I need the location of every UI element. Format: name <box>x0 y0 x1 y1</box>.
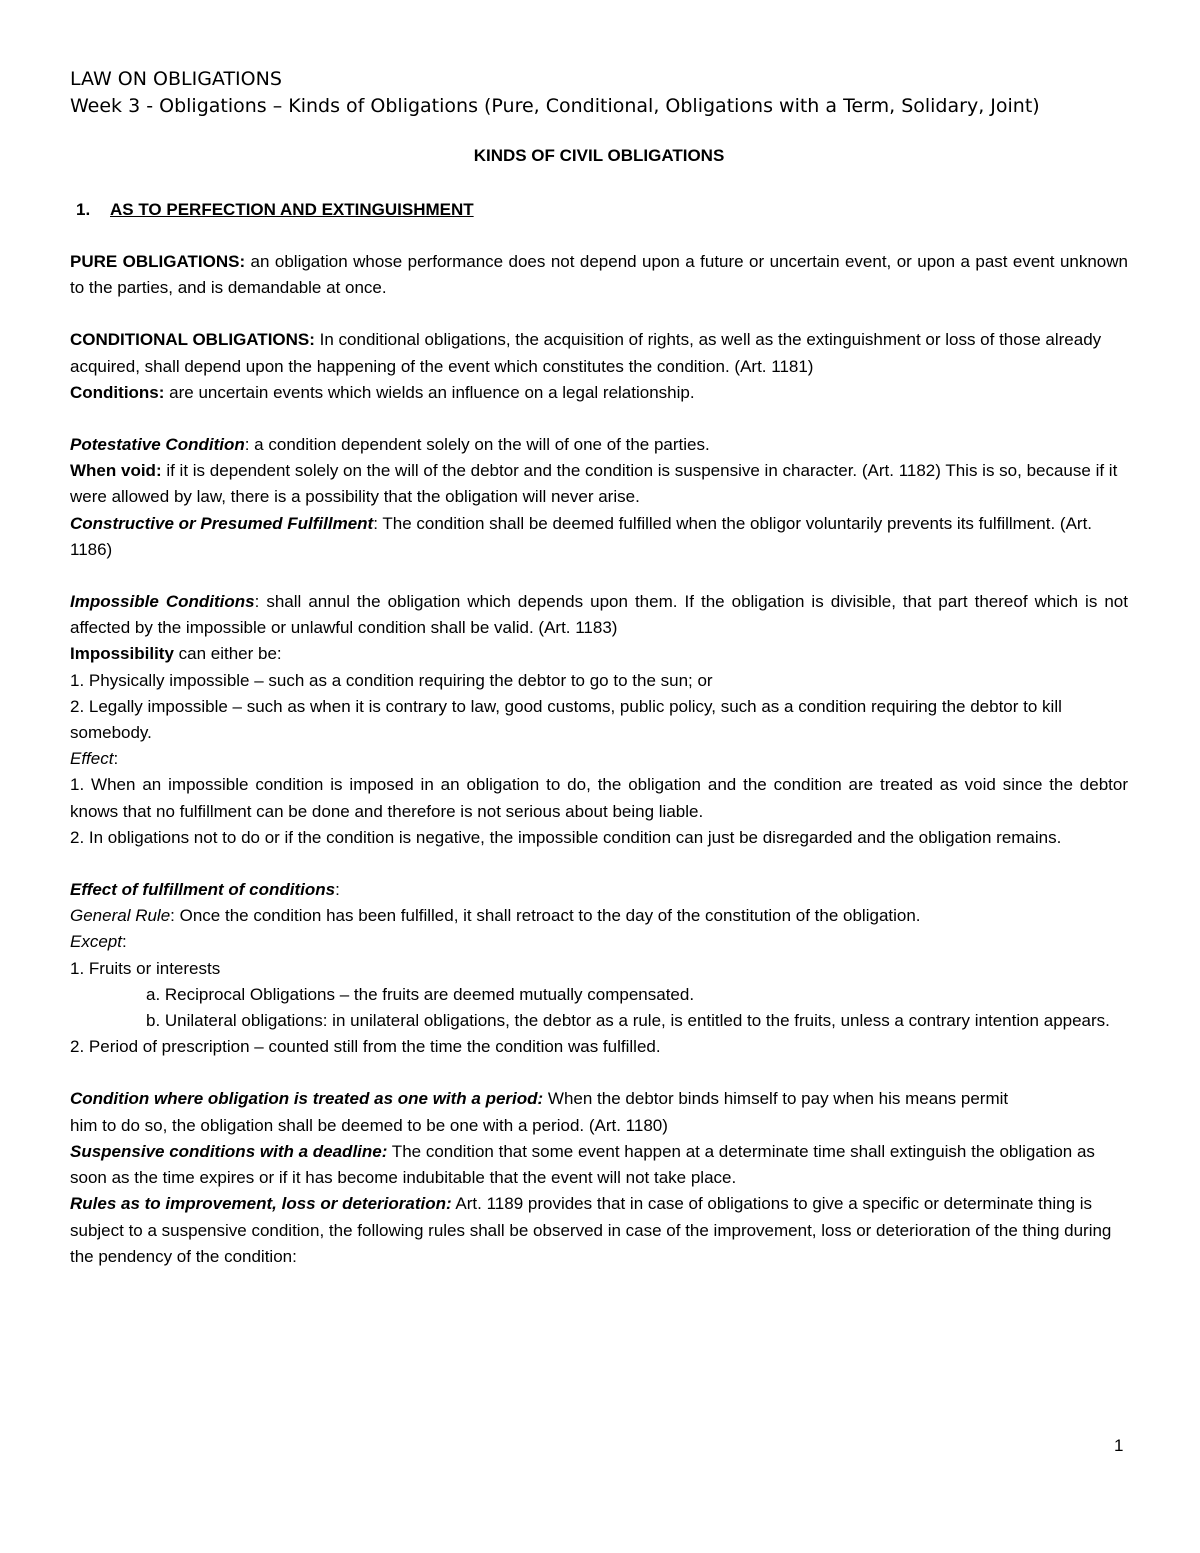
conditions-paragraph <box>70 380 1128 406</box>
rules-text: Art. 1189 provides that in case of obligations to give a specific or determinate thing is subject to a suspensive condition, the following rules shall be observed in case of the improvement, loss or deterioration of the thing during the pendency of the condition: <box>70 1194 1112 1266</box>
impossibility-paragraph <box>70 641 1128 667</box>
impossibility-text: can either be: <box>173 644 282 664</box>
list-item: 1. Physically impossible – such as a condition requiring the debtor to go to the sun; or <box>70 670 713 690</box>
fulfillment-term: Effect of fulfillment of conditions <box>70 880 336 900</box>
fulfillment-colon: : <box>335 880 340 900</box>
list-item: 2. Legally impossible – such as when it is contrary to law, good customs, public policy, such as a condition requiring the debtor to kill somebody. <box>70 696 1062 743</box>
fulfillment-heading <box>70 877 1128 903</box>
section-heading <box>70 197 1128 223</box>
period-condition-text: When the debtor binds himself to pay when his means permit <box>543 1089 1009 1109</box>
suspensive-term: Suspensive conditions with a deadline: <box>70 1141 388 1161</box>
impossible-conditions-text: : shall annul the obligation which depends upon them. If the obligation is divisible, that part thereof which is not affected by the impossible or unlawful condition shall be valid. (Art. 1183) <box>70 592 1128 638</box>
suspensive-text: The condition that some event happen at a determinate time shall extinguish the obligation as soon as the time expires or if it has become indubitable that the event will not take place. <box>70 1141 1095 1188</box>
effect-label: Effect <box>70 749 114 769</box>
list-item: 1. When an impossible condition is imposed in an obligation to do, the obligation and the condition are treated as void since the debtor knows that no fulfillment can be done and therefore is not serious about being liable. <box>70 775 1128 821</box>
page-title: KINDS OF CIVIL OBLIGATIONS <box>473 146 725 165</box>
except-label: Except <box>70 932 122 952</box>
rules-paragraph <box>70 1191 1128 1270</box>
pure-obligations-term: PURE OBLIGATIONS: <box>70 252 246 271</box>
document-header <box>70 66 1128 119</box>
constructive-fulfillment-text: : The condition shall be deemed fulfilled when the obligor voluntarily prevents its fulfillment. (Art. 1186) <box>70 513 1093 559</box>
period-condition-text-2: him to do so, the obligation shall be deemed to be one with a period. (Art. 1180) <box>70 1115 668 1135</box>
constructive-fulfillment-term: Constructive or Presumed Fulfillment <box>70 513 374 533</box>
pure-obligations-text: an obligation whose performance does not depend upon a future or uncertain event, or upon a past event unknown to the parties, and is demandable at once. <box>70 252 1128 298</box>
effect-colon: : <box>113 749 119 769</box>
general-rule-label: General Rule <box>70 906 171 926</box>
when-void-text: if it is dependent solely on the will of the debtor and the condition is suspensive in character. (Art. 1182) This is so, because if it were allowed by law, there is a possibility that the obligation will never arise. <box>70 461 1118 507</box>
when-void-term: When void: <box>70 461 162 481</box>
conditional-obligations-paragraph <box>70 327 1128 379</box>
conditional-obligations-text: In conditional obligations, the acquisition of rights, as well as the extinguishment or loss of those already acquired, shall depend upon the happening of the event which constitutes the condition. (Art. 1181) <box>70 330 1102 376</box>
conditional-obligations-term: CONDITIONAL OBLIGATIONS: <box>70 330 315 350</box>
potestative-text: : a condition dependent solely on the will of one of the parties. <box>244 435 710 455</box>
when-void-paragraph <box>70 458 1128 510</box>
impossibility-term: Impossibility <box>70 644 174 664</box>
list-item: b. Unilateral obligations: in unilateral obligations, the debtor as a rule, is entitled to the fruits, unless a contrary intention appears. <box>146 1011 1110 1031</box>
except-colon: : <box>121 932 127 952</box>
period-condition-paragraph <box>70 1086 1128 1112</box>
general-rule-text: : Once the condition has been fulfilled, it shall retroact to the day of the constitution of the obligation. <box>170 906 921 926</box>
page-content <box>70 66 1128 1270</box>
section-number: 1. <box>76 200 91 219</box>
rules-term: Rules as to improvement, loss or deterioration: <box>70 1194 452 1214</box>
week-subtitle: Week 3 - Obligations – Kinds of Obligations (Pure, Conditional, Obligations with a Term, Solidary, Joint) <box>70 94 1040 117</box>
pure-obligations-paragraph <box>70 249 1128 301</box>
general-rule-paragraph <box>70 903 1128 929</box>
list-item: a. Reciprocal Obligations – the fruits are deemed mutually compensated. <box>146 984 695 1004</box>
list-item: 2. In obligations not to do or if the condition is negative, the impossible condition can just be disregarded and the obligation remains. <box>70 827 1062 847</box>
suspensive-paragraph <box>70 1139 1128 1191</box>
conditions-term: Conditions: <box>70 382 165 402</box>
conditions-text: are uncertain events which wields an influence on a legal relationship. <box>164 382 695 402</box>
section-label: AS TO PERFECTION AND EXTINGUISHMENT <box>110 200 474 219</box>
list-item: 2. Period of prescription – counted still from the time the condition was fulfilled. <box>70 1037 661 1057</box>
list-item: 1. Fruits or interests <box>70 958 221 978</box>
potestative-paragraph <box>70 432 1128 458</box>
constructive-fulfillment-paragraph <box>70 511 1128 563</box>
page-number: 1 <box>1114 1436 1124 1455</box>
period-condition-term: Condition where obligation is treated as one with a period: <box>70 1089 544 1109</box>
effect-label-line <box>70 746 1128 772</box>
potestative-term: Potestative Condition <box>70 435 245 455</box>
except-label-line <box>70 929 1128 955</box>
impossible-conditions-term: Impossible Conditions <box>70 592 255 612</box>
impossible-conditions-paragraph <box>70 589 1128 641</box>
course-title: LAW ON OBLIGATIONS <box>70 68 282 90</box>
